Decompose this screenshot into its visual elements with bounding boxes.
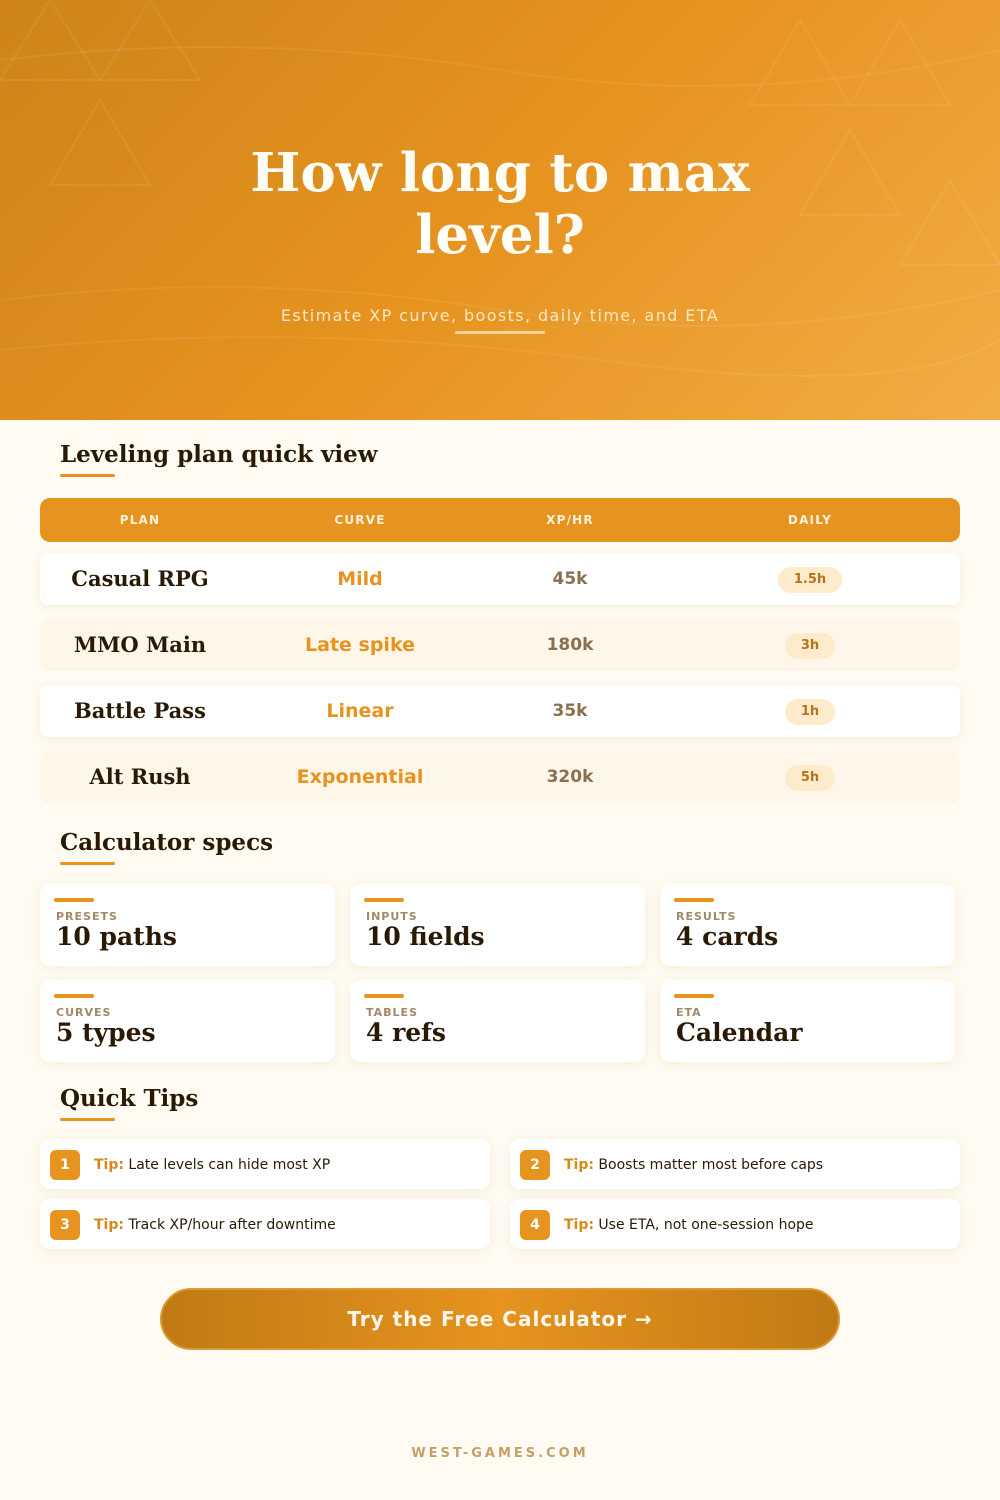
hero-banner — [0, 0, 1000, 420]
table-row — [40, 553, 960, 605]
plan-curve: Mild — [337, 568, 383, 590]
plan-name: Alt Rush — [89, 764, 191, 789]
spec-value: 4 cards — [676, 922, 779, 951]
tip-card — [510, 1139, 960, 1189]
plan-xp-per-hour: 320k — [546, 767, 594, 787]
plans-heading: Leveling plan quick view — [60, 441, 378, 468]
table-row — [40, 751, 960, 803]
spec-card — [660, 980, 955, 1062]
plan-curve: Linear — [326, 700, 394, 722]
plan-daily-cell — [710, 685, 910, 737]
tip-number-badge: 2 — [520, 1150, 550, 1180]
spec-value: 10 fields — [366, 922, 485, 951]
spec-card — [660, 884, 955, 966]
spec-accent-bar — [54, 994, 94, 998]
tip-body: Boosts matter most before caps — [598, 1157, 824, 1173]
plan-xp-per-hour: 45k — [552, 569, 588, 589]
spec-label: INPUTS — [366, 910, 418, 923]
spec-card — [40, 884, 335, 966]
tip-text — [564, 1199, 814, 1251]
tip-number-badge: 1 — [50, 1150, 80, 1180]
plan-daily-badge: 1h — [785, 699, 835, 725]
hero-subtitle: Estimate XP curve, boosts, daily time, and ETA — [280, 306, 720, 325]
tip-card — [510, 1199, 960, 1249]
tip-body: Track XP/hour after downtime — [128, 1217, 336, 1233]
spec-label: TABLES — [366, 1006, 418, 1019]
specs-heading: Calculator specs — [60, 829, 274, 856]
tip-prefix: Tip: — [564, 1217, 594, 1233]
hero-title: How long to max level? — [250, 142, 750, 266]
plan-daily-badge: 1.5h — [778, 567, 842, 593]
column-header-daily: DAILY — [787, 513, 833, 527]
plan-name: Casual RPG — [71, 566, 209, 591]
spec-label: CURVES — [56, 1006, 112, 1019]
spec-label: PRESETS — [56, 910, 118, 923]
plan-daily-cell — [710, 619, 910, 671]
tip-text — [564, 1139, 823, 1191]
spec-accent-bar — [674, 898, 714, 902]
column-header-plan: PLAN — [119, 513, 161, 527]
plans-table-header — [40, 498, 960, 542]
spec-accent-bar — [364, 898, 404, 902]
spec-label: RESULTS — [676, 910, 737, 923]
footer-site-link[interactable]: WEST-GAMES.COM — [411, 1446, 589, 1461]
tip-number-badge: 3 — [50, 1210, 80, 1240]
spec-card — [350, 884, 645, 966]
plan-curve: Exponential — [296, 766, 424, 788]
column-header-xp: XP/HR — [546, 513, 594, 527]
tip-body: Use ETA, not one-session hope — [598, 1217, 814, 1233]
plans-heading-underline — [60, 474, 115, 477]
plan-name: MMO Main — [73, 632, 207, 657]
plan-daily-cell — [710, 751, 910, 803]
plan-daily-cell — [710, 553, 910, 605]
tip-text — [94, 1139, 330, 1191]
spec-accent-bar — [364, 994, 404, 998]
plan-daily-badge: 5h — [785, 765, 835, 791]
spec-value: 10 paths — [56, 922, 177, 951]
plan-curve: Late spike — [305, 634, 415, 656]
tip-number-badge: 4 — [520, 1210, 550, 1240]
plan-xp-per-hour: 35k — [552, 701, 588, 721]
plan-name: Battle Pass — [74, 698, 206, 723]
spec-card — [350, 980, 645, 1062]
tips-heading: Quick Tips — [60, 1085, 199, 1112]
tips-heading-underline — [60, 1118, 115, 1121]
tip-body: Late levels can hide most XP — [128, 1157, 331, 1173]
spec-value: Calendar — [676, 1018, 803, 1047]
table-row — [40, 685, 960, 737]
hero-divider — [455, 331, 545, 334]
spec-label: ETA — [676, 1006, 702, 1019]
spec-accent-bar — [674, 994, 714, 998]
tip-card — [40, 1139, 490, 1189]
tip-card — [40, 1199, 490, 1249]
specs-heading-underline — [60, 862, 115, 865]
try-calculator-button[interactable]: Try the Free Calculator → — [160, 1288, 840, 1350]
table-row — [40, 619, 960, 671]
plan-daily-badge: 3h — [785, 633, 835, 659]
spec-value: 5 types — [56, 1018, 156, 1047]
plan-xp-per-hour: 180k — [546, 635, 594, 655]
tip-prefix: Tip: — [94, 1217, 124, 1233]
spec-card — [40, 980, 335, 1062]
tip-prefix: Tip: — [564, 1157, 594, 1173]
tip-text — [94, 1199, 336, 1251]
spec-accent-bar — [54, 898, 94, 902]
tip-prefix: Tip: — [94, 1157, 124, 1173]
column-header-curve: CURVE — [334, 513, 386, 527]
spec-value: 4 refs — [366, 1018, 447, 1047]
